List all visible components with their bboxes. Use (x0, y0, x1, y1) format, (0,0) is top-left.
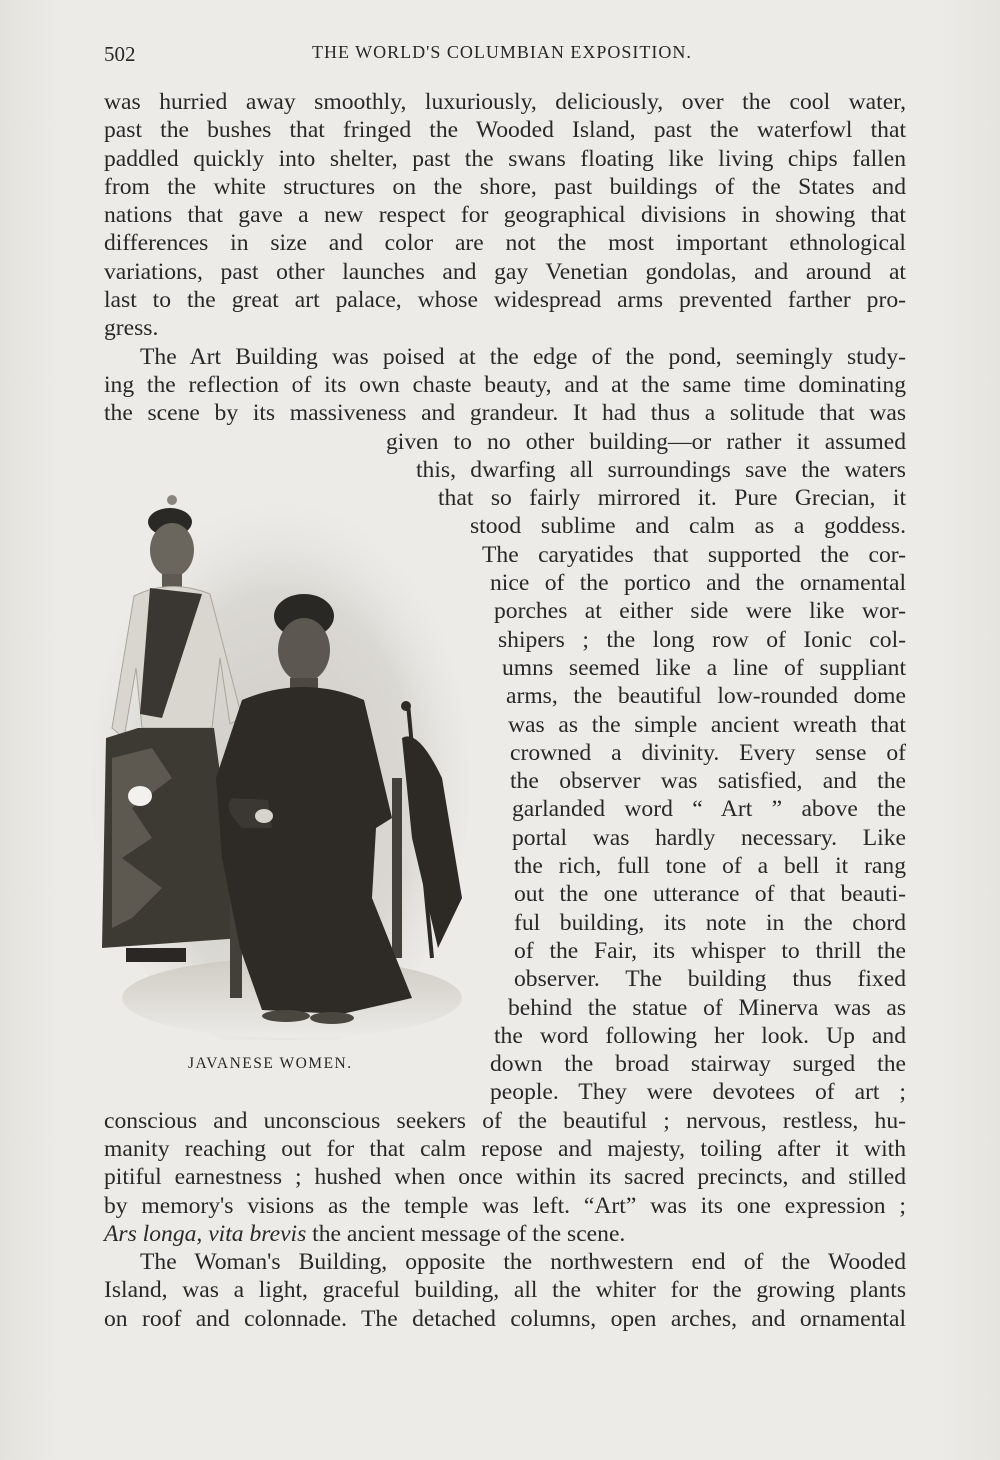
text-line: arms, the beautiful low-rounded dome (506, 683, 906, 710)
text-line: the word following her look. Up and (494, 1022, 906, 1049)
text-line: of the Fair, its whisper to thrill the (514, 937, 906, 964)
text-line: The caryatides that supported the cor- (482, 541, 906, 568)
text-line: manity reaching out for that calm repose and majesty, toiling after it with (104, 1135, 906, 1162)
text-line: this, dwarfing all surroundings save the waters (416, 456, 906, 483)
text-line: gress. (104, 315, 159, 342)
text-line: shipers ; the long row of Ionic col- (498, 626, 906, 653)
text-line: portal was hardly necessary. Like (512, 824, 906, 851)
running-title: THE WORLD'S COLUMBIAN EXPOSITION. (312, 42, 692, 62)
photograph-javanese-women (92, 478, 468, 1040)
text-line: observer. The building thus fixed (514, 966, 906, 993)
text-line: on roof and colonnade. The detached columns, open arches, and ornamental (104, 1305, 906, 1332)
text-line: behind the statue of Minerva was as (508, 994, 906, 1021)
text-line: porches at either side were like wor- (494, 598, 906, 625)
text-line: past the bushes that fringed the Wooded Island, past the waterfowl that (104, 117, 906, 144)
text-line: paddled quickly into shelter, past the swans floating like living chips fallen (104, 145, 906, 172)
text-line: garlanded word “ Art ” above the (512, 796, 906, 823)
text-line: conscious and unconscious seekers of the beautiful ; nervous, restless, hu- (104, 1107, 906, 1134)
text-line: pitiful earnestness ; hushed when once within its sacred precincts, and stilled (104, 1164, 906, 1191)
figure-caption: JAVANESE WOMEN. (188, 1055, 353, 1072)
text-line: The Woman's Building, opposite the northwestern end of the Wooded (140, 1249, 906, 1276)
text-line: was as the simple ancient wreath that (508, 711, 906, 738)
text-line: the scene by its massiveness and grandeur. It had thus a solitude that was (104, 400, 906, 427)
text-line: people. They were devotees of art ; (490, 1079, 906, 1106)
text-line: given to no other building—or rather it assumed (386, 428, 906, 455)
running-head (104, 38, 904, 68)
text-line: the rich, full tone of a bell it rang (514, 853, 906, 880)
text-line: ing the reflection of its own chaste beauty, and at the same time dominating (104, 371, 906, 398)
latin-phrase: Ars longa, vita brevis (104, 1220, 307, 1247)
text-line: differences in size and color are not the most important ethnological (104, 230, 906, 257)
text-line: stood sublime and calm as a goddess. (470, 513, 906, 540)
text-line: crowned a divinity. Every sense of (510, 739, 906, 766)
text-line: nice of the portico and the ornamental (490, 570, 906, 597)
text-line-tail: the ancient message of the scene. (306, 1220, 626, 1247)
page-number: 502 (104, 42, 136, 66)
text-line: down the broad stairway surged the (490, 1051, 906, 1078)
text-line: ful building, its note in the chord (514, 909, 906, 936)
text-line: out the one utterance of that beauti- (514, 881, 906, 908)
text-line: last to the great art palace, whose widespread arms prevented farther pro- (104, 287, 906, 314)
text-line: the observer was satisfied, and the (510, 768, 906, 795)
text-line: from the white structures on the shore, past buildings of the States and (104, 173, 906, 200)
text-line: Island, was a light, graceful building, all the whiter for the growing plants (104, 1277, 906, 1304)
text-line: by memory's visions as the temple was left. “Art” was its one expression ; (104, 1192, 906, 1219)
text-line: variations, past other launches and gay Venetian gondolas, and around at (104, 258, 906, 285)
text-line: The Art Building was poised at the edge of the pond, seemingly study- (140, 343, 906, 370)
text-line: umns seemed like a line of suppliant (502, 654, 906, 681)
text-line (104, 1220, 906, 1248)
text-line: nations that gave a new respect for geographical divisions in showing that (104, 202, 906, 229)
text-line: was hurried away smoothly, luxuriously, deliciously, over the cool water, (104, 89, 906, 115)
text-line: that so fairly mirrored it. Pure Grecian, it (438, 485, 906, 512)
